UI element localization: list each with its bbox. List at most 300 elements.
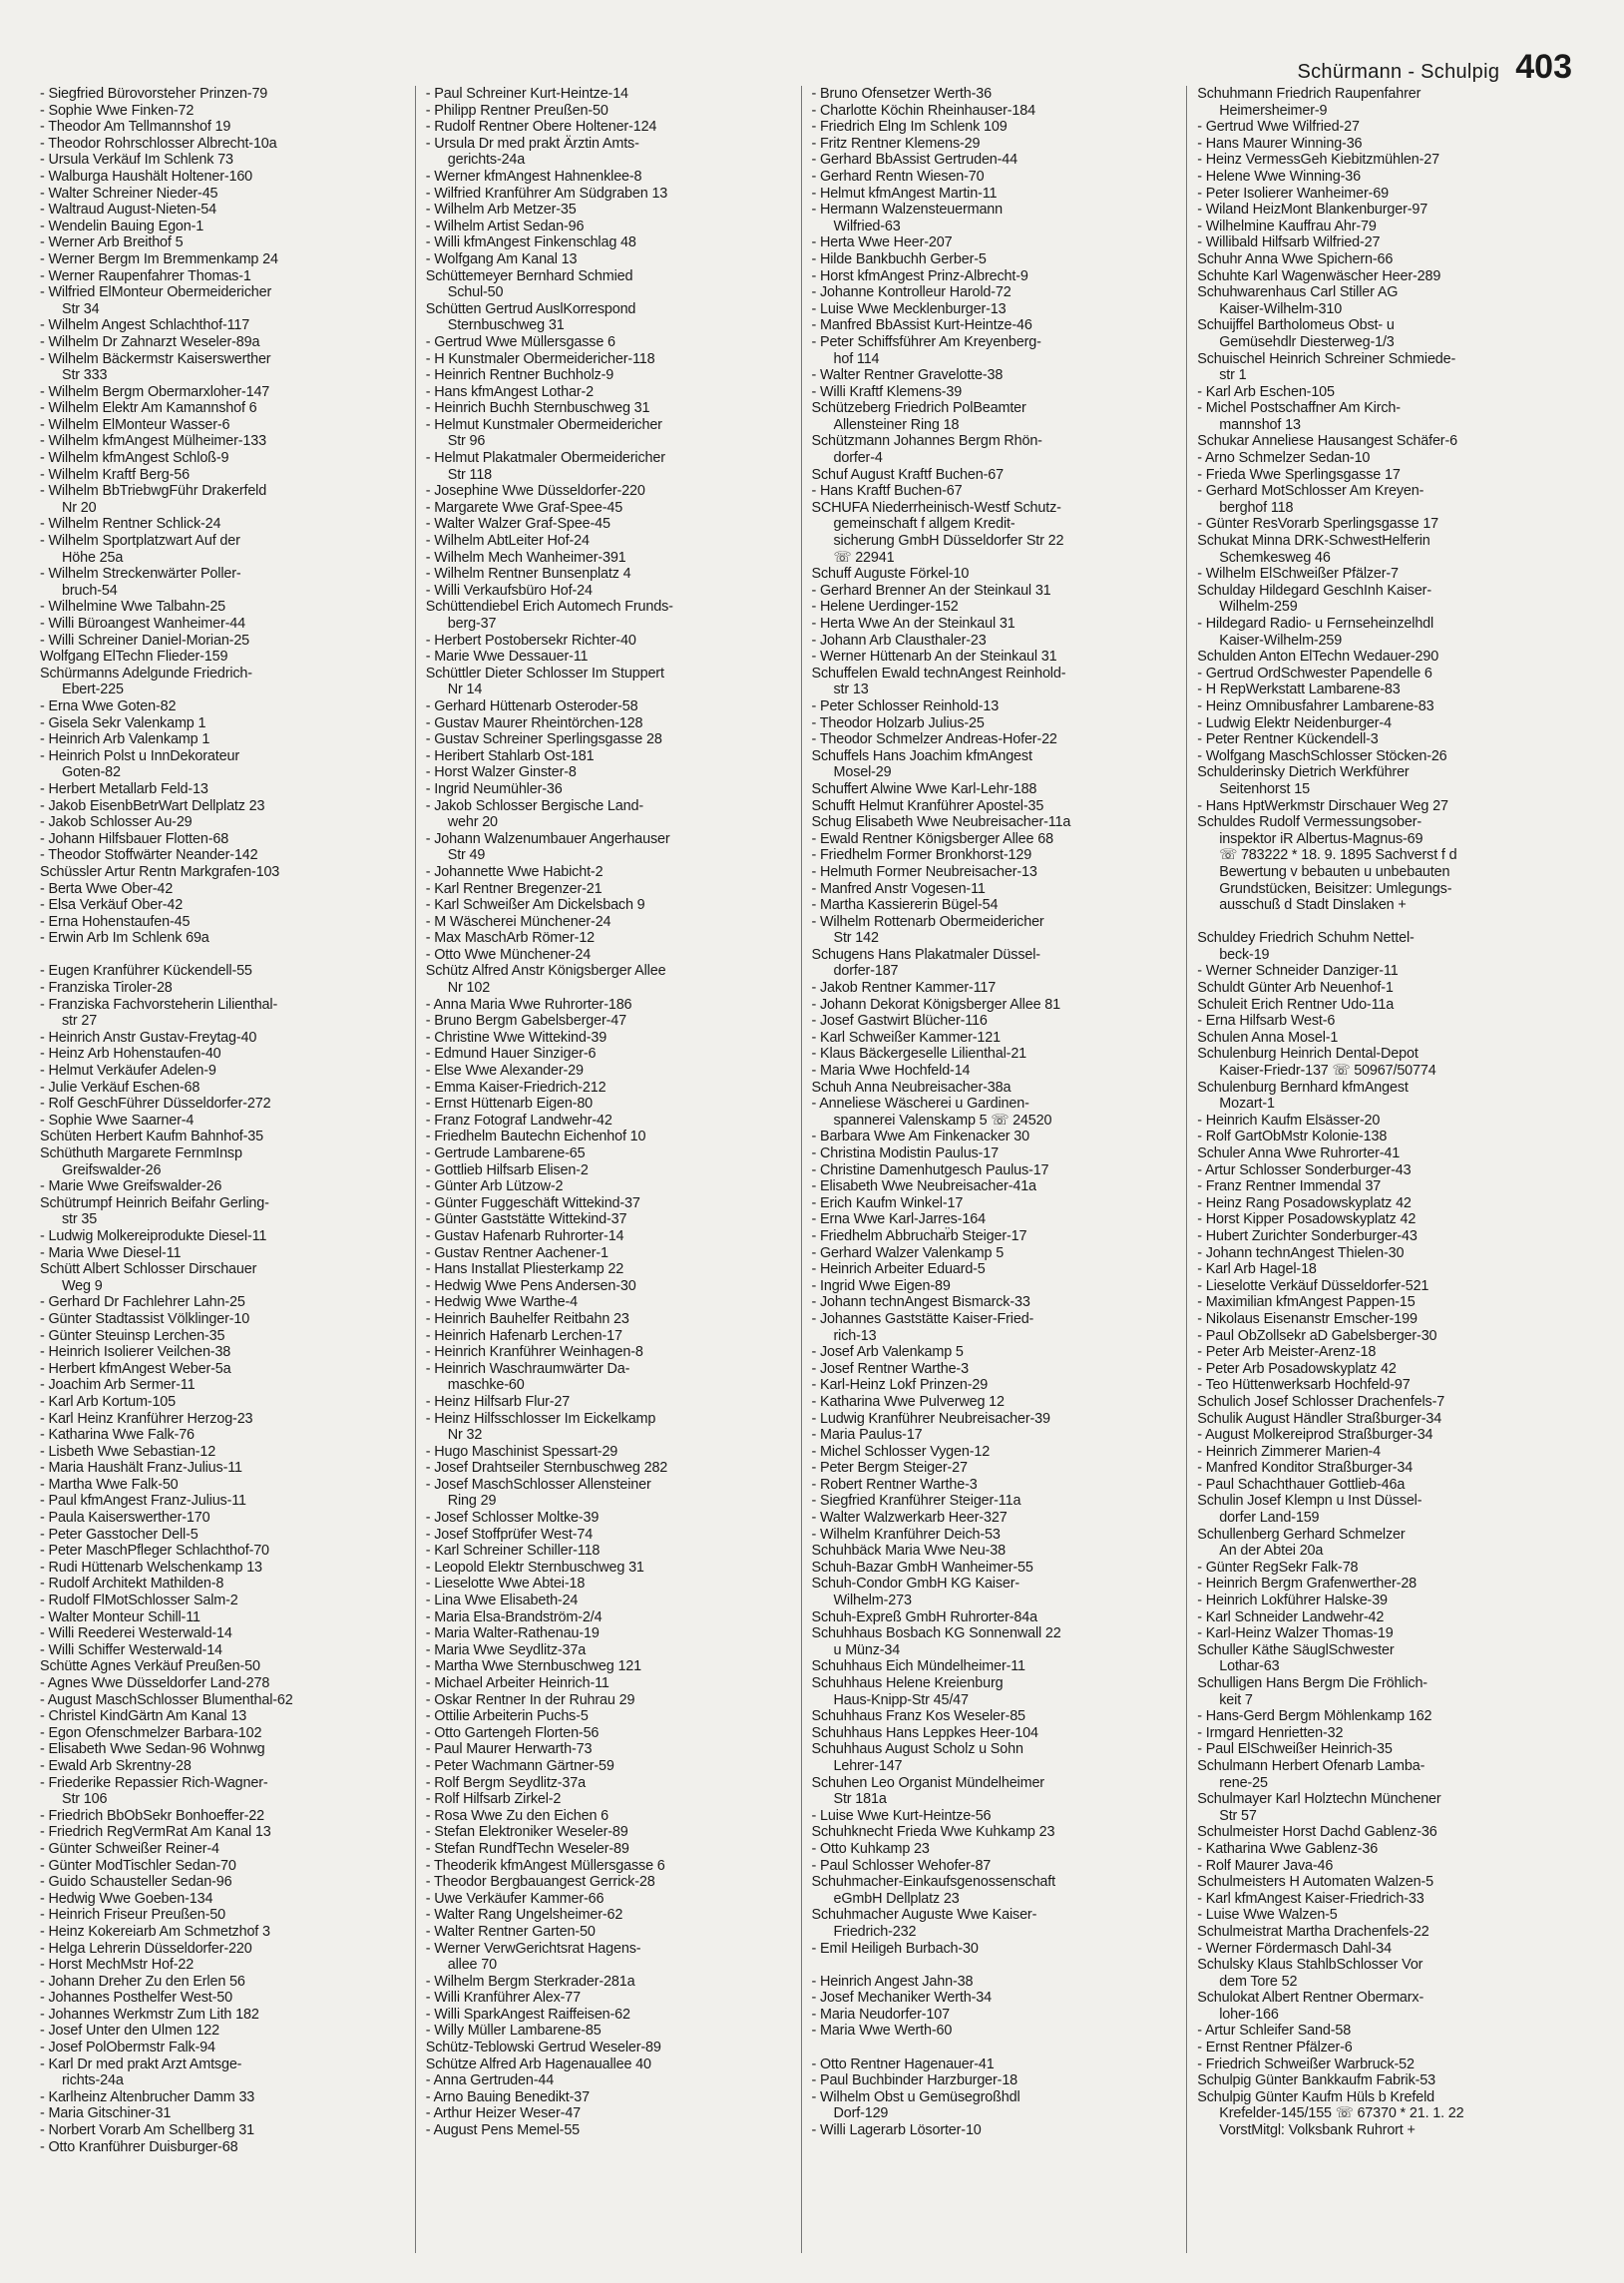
directory-entry: Schulmayer Karl Holztechn Münchener: [1197, 1791, 1441, 1808]
directory-entry: mannshof 13: [1219, 416, 1301, 433]
directory-entry: Schuhen Leo Organist Mündelheimer: [811, 1774, 1044, 1791]
directory-entry: - Rudolf Architekt Mathilden-8: [40, 1576, 224, 1593]
directory-entry: - Jakob Rentner Kammer-117: [811, 980, 997, 997]
directory-entry: - Karl Rentner Bregenzer-21: [425, 880, 603, 897]
directory-entry: maschke-60: [447, 1377, 525, 1394]
directory-entry: - Heinrich Rentner Buchholz-9: [425, 367, 614, 384]
directory-entry: - Peter Arb Posadowskyplatz 42: [1197, 1360, 1397, 1377]
directory-entry: - Peter Gasstocher Dell-5: [40, 1526, 199, 1543]
directory-entry: bruch-54: [62, 582, 118, 599]
directory-entry: - Walter Rentner Garten-50: [425, 1923, 596, 1940]
directory-entry: str 27: [62, 1013, 98, 1030]
directory-entry: - Wilhelm kfmAngest Mülheimer-133: [40, 433, 266, 450]
directory-entry: - Heinz Arb Hohenstaufen-40: [40, 1046, 221, 1063]
directory-entry: - Josef Drahtseiler Sternbuschweg 282: [425, 1460, 668, 1477]
directory-entry: - Rolf GartObMstr Kolonie-138: [1197, 1129, 1388, 1145]
page-number: 403: [1515, 48, 1572, 86]
directory-entry: Schuhwarenhaus Carl Stiller AG: [1197, 284, 1399, 301]
directory-entry: - Franz Rentner Immendal 37: [1197, 1178, 1382, 1195]
directory-entry: - Elisabeth Wwe Sedan-96 Wohnwg: [40, 1741, 265, 1758]
directory-entry: Str 34: [62, 300, 100, 317]
directory-entry: Kaiser-Wilhelm-310: [1219, 300, 1343, 317]
directory-entry: Weg 9: [62, 1277, 103, 1294]
directory-entry: Schuhmacher-Einkaufsgenossenschaft: [811, 1874, 1055, 1891]
directory-entry: - Maria Wwe Diesel-11: [40, 1244, 182, 1261]
directory-entry: - Peter MaschPfleger Schlachthof-70: [40, 1543, 269, 1560]
directory-entry: - Johann Arb Clausthaler-23: [811, 632, 987, 649]
directory-entry: - Gustav Schreiner Sperlingsgasse 28: [425, 731, 662, 748]
directory-entry: - Wilhelm Bergm Sterkrader-281a: [425, 1973, 635, 1990]
directory-entry: Goten-82: [62, 764, 121, 781]
directory-entry: - Katharina Wwe Falk-76: [40, 1427, 195, 1444]
directory-entry: - Heinrich Buchh Sternbuschweg 31: [425, 400, 650, 417]
directory-entry: - Werner kfmAngest Hahnenklee-8: [425, 168, 642, 185]
directory-entry: - Hubert Zurichter Sonderburger-43: [1197, 1227, 1418, 1244]
directory-entry: gerichts-24a: [447, 152, 526, 169]
directory-entry: - Karl Schweißer Kammer-121: [811, 1029, 1001, 1046]
directory-entry: - Frieda Wwe Sperlingsgasse 17: [1197, 466, 1401, 483]
directory-entry: - Werner Raupenfahrer Thomas-1: [40, 267, 251, 284]
directory-entry: - Ludwig Elektr Neidenburger-4: [1197, 714, 1392, 731]
directory-entry: - Elisabeth Wwe Neubreisacher-41a: [811, 1178, 1036, 1195]
directory-entry: - Stefan RundfTechn Weseler-89: [425, 1840, 629, 1857]
directory-entry: - Peter Wachmann Gärtner-59: [425, 1757, 614, 1774]
directory-entry: Schulpig Günter Kaufm Hüls b Krefeld: [1197, 2088, 1435, 2105]
directory-entry: Nr 14: [447, 682, 483, 698]
directory-entry: - Günter Arb Lützow-2: [425, 1178, 564, 1195]
directory-entry: - Erna Hohenstaufen-45: [40, 913, 191, 930]
directory-entry: - Heribert Stahlarb Ost-181: [425, 747, 595, 764]
directory-entry: Schulsky Klaus StahlbSchlosser Vor: [1197, 1957, 1423, 1974]
directory-entry: - Otto Gartengeh Florten-56: [425, 1724, 600, 1741]
directory-entry: - August MaschSchlosser Blumenthal-62: [40, 1691, 293, 1708]
directory-entry: - Wilhelm ElMonteur Wasser-6: [40, 416, 230, 433]
directory-entry: - Siegfried Kranführer Steiger-11a: [811, 1493, 1021, 1510]
directory-entry: - Bruno Bergm Gabelsberger-47: [425, 1013, 626, 1030]
directory-entry: - Otto Wwe Münchener-24: [425, 946, 592, 963]
directory-entry: - H Kunstmaler Obermeidericher-118: [425, 350, 655, 367]
directory-entry: - Klaus Bäckergeselle Lilienthal-21: [811, 1046, 1027, 1063]
directory-entry: Schulderinsky Dietrich Werkführer: [1197, 764, 1410, 781]
directory-entry: - Horst kfmAngest Prinz-Albrecht-9: [811, 267, 1028, 284]
directory-entry: - Walter Schreiner Nieder-45: [40, 185, 218, 202]
directory-entry: - Friedrich BbObSekr Bonhoeffer-22: [40, 1807, 264, 1824]
directory-entry: - Wilhelmine Kauffrau Ahr-79: [1197, 218, 1377, 234]
directory-entry: - Elsa Verkäuf Ober-42: [40, 897, 184, 914]
directory-entry: - Wilhelm Streckenwärter Poller-: [40, 566, 241, 583]
directory-entry: - Gerhard Walzer Valenkamp 5: [811, 1244, 1005, 1261]
directory-entry: Schuffelen Ewald technAngest Reinhold-: [811, 665, 1066, 682]
directory-entry: Schufft Helmut Kranführer Apostel-35: [811, 797, 1044, 814]
directory-entry: Höhe 25a: [62, 549, 124, 566]
directory-entry: [1197, 914, 1562, 931]
directory-entry: - Rosa Wwe Zu den Eichen 6: [425, 1807, 609, 1824]
directory-entry: - Gertrud OrdSchwester Papendelle 6: [1197, 665, 1432, 682]
directory-entry: - Artur Schleifer Sand-58: [1197, 2023, 1352, 2040]
directory-entry: allee 70: [447, 1957, 497, 1974]
directory-entry: Nr 102: [447, 980, 491, 997]
directory-entry: - Maria Haushält Franz-Julius-11: [40, 1460, 242, 1477]
directory-entry: - Wilhelm Angest Schlachthof-117: [40, 317, 250, 334]
directory-entry: - Karl kfmAngest Kaiser-Friedrich-33: [1197, 1890, 1424, 1907]
directory-entry: beck-19: [1219, 946, 1270, 963]
directory-entry: - Wilfried Kranführer Am Südgraben 13: [425, 185, 668, 202]
directory-entry: An der Abtei 20a: [1219, 1543, 1324, 1560]
directory-entry: gemeinschaft f allgem Kredit-: [833, 516, 1015, 533]
directory-entry: - Friedhelm Bautechn Eichenhof 10: [425, 1129, 646, 1145]
directory-entry: - Johanne Kontrolleur Harold-72: [811, 284, 1012, 301]
directory-entry: - Luise Wwe Kurt-Heintze-56: [811, 1807, 992, 1824]
directory-entry: - Irmgard Henrietten-32: [1197, 1724, 1344, 1741]
directory-entry: Schuller Käthe SäuglSchwester: [1197, 1641, 1395, 1658]
directory-entry: - Jakob EisenbBetrWart Dellplatz 23: [40, 797, 265, 814]
directory-entry: Schüttemeyer Bernhard Schmied: [425, 267, 633, 284]
directory-entry: - Werner VerwGerichtsrat Hagens-: [425, 1940, 641, 1957]
directory-entry: Friedrich-232: [833, 1923, 917, 1940]
directory-entry: - Maria Wwe Seydlitz-37a: [425, 1641, 587, 1658]
directory-entry: - Siegfried Bürovorsteher Prinzen-79: [40, 86, 268, 102]
directory-entry: Str 49: [447, 847, 486, 864]
directory-entry: - Erna Wwe Karl-Jarres-164: [811, 1211, 986, 1228]
directory-entry: - Paula Kaiserswerther-170: [40, 1510, 210, 1527]
directory-entry: - Willi SparkAngest Raiffeisen-62: [425, 2006, 630, 2023]
directory-entry: - Heinz Rang Posadowskyplatz 42: [1197, 1194, 1412, 1211]
directory-entry: - Heinrich Angest Jahn-38: [811, 1973, 974, 1990]
directory-entry: - Joachim Arb Sermer-11: [40, 1377, 196, 1394]
directory-entry: - Manfred BbAssist Kurt-Heintze-46: [811, 317, 1032, 334]
directory-entry: Mozart-1: [1219, 1096, 1275, 1113]
directory-entry: - Maria Gitschiner-31: [40, 2105, 172, 2122]
directory-entry: - Friedrich RegVermRat Am Kanal 13: [40, 1824, 271, 1841]
directory-entry: - Hildegard Radio- u Fernseheinzelhdl: [1197, 616, 1434, 632]
directory-entry: - Werner Arb Breithof 5: [40, 234, 184, 251]
directory-entry: - Karl Arb Hagel-18: [1197, 1261, 1317, 1278]
directory-entry: - Wendelin Bauing Egon-1: [40, 218, 204, 234]
directory-entry: - Walter Rentner Gravelotte-38: [811, 367, 1004, 384]
directory-entry: - Edmund Hauer Sinziger-6: [425, 1046, 597, 1063]
directory-entry: dorfer-4: [833, 450, 883, 467]
directory-entry: - Peter Bergm Steiger-27: [811, 1460, 968, 1477]
directory-entry: Schuijffel Bartholomeus Obst- u: [1197, 317, 1395, 334]
directory-entry: SCHUFA Niederrheinisch-Westf Schutz-: [811, 499, 1061, 516]
directory-entry: - Rudolf FlMotSchlosser Salm-2: [40, 1593, 238, 1609]
directory-entry: - Gerhard BbAssist Gertruden-44: [811, 152, 1018, 169]
directory-entry: - Ewald Rentner Königsberger Allee 68: [811, 830, 1053, 847]
directory-entry: Schuh-Expreß GmbH Ruhrorter-84a: [811, 1608, 1037, 1625]
directory-entry: - Heinrich Lokführer Halske-39: [1197, 1593, 1388, 1609]
directory-entry: - Gertrude Lambarene-65: [425, 1145, 586, 1161]
directory-entry: Schüthuth Margarete FernmInsp: [40, 1145, 242, 1161]
directory-entry: - Lisbeth Wwe Sebastian-12: [40, 1443, 216, 1460]
directory-entry: Schuhmacher Auguste Wwe Kaiser-: [811, 1907, 1037, 1924]
directory-entry: - Katharina Wwe Pulverweg 12: [811, 1393, 1005, 1410]
directory-entry: - Anneliese Wäscherei u Gardinen-: [811, 1096, 1029, 1113]
directory-entry: Schuf August Kraftf Buchen-67: [811, 466, 1004, 483]
directory-entry: - Wilhelm BbTriebwgFühr Drakerfeld: [40, 483, 267, 500]
directory-entry: - Friedhelm Former Bronkhorst-129: [811, 847, 1032, 864]
directory-entry: Schuhhaus Eich Mündelheimer-11: [811, 1658, 1025, 1675]
directory-entry: - Emma Kaiser-Friedrich-212: [425, 1079, 607, 1096]
directory-entry: Schulmeisters H Automaten Walzen-5: [1197, 1874, 1433, 1891]
directory-entry: - Hans-Gerd Bergm Möhlenkamp 162: [1197, 1708, 1432, 1725]
directory-entry: Schulmann Herbert Ofenarb Lamba-: [1197, 1757, 1425, 1774]
directory-entry: - Martha Wwe Falk-50: [40, 1476, 179, 1493]
column-1: [30, 86, 415, 2253]
directory-entry: Str 118: [447, 466, 493, 483]
directory-entry: - Hans Kraftf Buchen-67: [811, 483, 963, 500]
directory-entry: - Werner Hüttenarb An der Steinkaul 31: [811, 649, 1057, 666]
directory-entry: - Maria Wwe Hochfeld-14: [811, 1063, 971, 1080]
directory-entry: - Walter Walzer Graf-Spee-45: [425, 516, 610, 533]
directory-entry: - Hilde Bankbuchh Gerber-5: [811, 250, 987, 267]
directory-entry: - Wilhelm Elektr Am Kamannshof 6: [40, 400, 257, 417]
directory-entry: - Wolfgang MaschSchlosser Stöcken-26: [1197, 747, 1447, 764]
directory-entry: - Ernst Hüttenarb Eigen-80: [425, 1096, 594, 1113]
directory-entry: Schul-50: [447, 284, 504, 301]
directory-entry: - Werner Schneider Danziger-11: [1197, 963, 1399, 980]
directory-entry: - Heinrich Anstr Gustav-Freytag-40: [40, 1029, 257, 1046]
directory-entry: Nr 32: [447, 1427, 483, 1444]
directory-entry: - Horst MechMstr Hof-22: [40, 1957, 195, 1974]
directory-entry: - Gustav Hafenarb Ruhrorter-14: [425, 1227, 624, 1244]
directory-entry: - Franz Fotograf Landwehr-42: [425, 1112, 612, 1129]
directory-entry: - Lina Wwe Elisabeth-24: [425, 1593, 579, 1609]
directory-entry: dem Tore 52: [1219, 1973, 1298, 1990]
directory-entry: - Theoderik kfmAngest Müllersgasse 6: [425, 1857, 665, 1874]
directory-entry: - Christina Modistin Paulus-17: [811, 1145, 999, 1161]
directory-entry: - Franziska Fachvorsteherin Lilienthal-: [40, 996, 278, 1013]
directory-entry: - Hedwig Wwe Warthe-4: [425, 1294, 579, 1311]
directory-entry: - Oskar Rentner In der Ruhrau 29: [425, 1691, 635, 1708]
directory-entry: - Otto Kuhkamp 23: [811, 1840, 930, 1857]
directory-entry: Schütze Alfred Arb Hagenauallee 40: [425, 2055, 651, 2072]
directory-entry: - Johann Dreher Zu den Erlen 56: [40, 1973, 245, 1990]
directory-entry: - Gisela Sekr Valenkamp 1: [40, 714, 206, 731]
directory-entry: Wilhelm-273: [833, 1593, 912, 1609]
directory-entry: Bewertung v bebauten u unbebauten: [1219, 863, 1450, 880]
directory-entry: - Heinrich Friseur Preußen-50: [40, 1907, 225, 1924]
directory-entry: - Margarete Wwe Graf-Spee-45: [425, 499, 623, 516]
directory-entry: - Wilhelm Artist Sedan-96: [425, 218, 585, 234]
directory-entry: - Johannes Posthelfer West-50: [40, 1990, 232, 2007]
column-4: [1186, 86, 1572, 2253]
directory-entry: - Horst Kipper Posadowskyplatz 42: [1197, 1211, 1417, 1228]
directory-entry: - Rolf Hilfsarb Zirkel-2: [425, 1791, 562, 1808]
directory-entry: - Marie Wwe Dessauer-11: [425, 649, 589, 666]
directory-entry: - Willi Lagerarb Lösorter-10: [811, 2122, 982, 2139]
directory-entry: Str 96: [447, 433, 486, 450]
directory-entry: - Willi Schreiner Daniel-Morian-25: [40, 632, 250, 649]
directory-entry: - Bruno Ofensetzer Werth-36: [811, 86, 992, 102]
directory-entry: - Fritz Rentner Klemens-29: [811, 135, 981, 152]
directory-entry: Schukat Minna DRK-SchwestHelferin: [1197, 533, 1430, 550]
directory-entry: - Lieselotte Wwe Abtei-18: [425, 1576, 586, 1593]
directory-entry: - Willy Müller Lambarene-85: [425, 2023, 602, 2040]
directory-entry: - Karl Heinz Kranführer Herzog-23: [40, 1410, 253, 1427]
directory-entry: - Heinz Hilfsschlosser Im Eickelkamp: [425, 1410, 656, 1427]
directory-entry: - Peter Schiffsführer Am Kreyenberg-: [811, 333, 1041, 350]
directory-entry: Sternbuschweg 31: [447, 317, 565, 334]
directory-entry: - Helga Lehrerin Düsseldorfer-220: [40, 1940, 252, 1957]
directory-entry: - Maria Paulus-17: [811, 1427, 923, 1444]
directory-entry: - Helmut kfmAngest Martin-11: [811, 185, 998, 202]
directory-entry: - Ursula Verkäuf Im Schlenk 73: [40, 152, 233, 169]
directory-entry: Schütz Alfred Anstr Königsberger Allee: [425, 963, 666, 980]
directory-entry: - Rudolf Rentner Obere Holtener-124: [425, 119, 657, 136]
directory-entry: Schütz-Teblowski Gertrud Weseler-89: [425, 2040, 661, 2056]
directory-entry: - Lieselotte Verkäuf Düsseldorfer-521: [1197, 1277, 1429, 1294]
directory-entry: - Herbert Metallarb Feld-13: [40, 780, 208, 797]
directory-entry: - Rolf Bergm Seydlitz-37a: [425, 1774, 586, 1791]
directory-entry: Greifswalder-26: [62, 1161, 162, 1178]
directory-entry: Schullenberg Gerhard Schmelzer: [1197, 1526, 1406, 1543]
directory-entry: Schemkesweg 46: [1219, 549, 1331, 566]
directory-entry: - Walter Monteur Schill-11: [40, 1608, 201, 1625]
directory-entry: Schuhhaus Bosbach KG Sonnenwall 22: [811, 1625, 1061, 1642]
directory-entry: - H RepWerkstatt Lambarene-83: [1197, 682, 1401, 698]
directory-entry: eGmbH Dellplatz 23: [833, 1890, 960, 1907]
directory-entry: - Wilhelm Kranführer Deich-53: [811, 1526, 1001, 1543]
directory-entry: - Eugen Kranführer Kückendell-55: [40, 963, 252, 980]
directory-entry: berghof 118: [1219, 499, 1294, 516]
directory-entry: loher-166: [1219, 2006, 1279, 2023]
directory-entry: Schuhhaus Helene Kreienburg: [811, 1675, 1004, 1691]
directory-entry: - Rolf Maurer Java-46: [1197, 1857, 1334, 1874]
directory-entry: - Arno Schmelzer Sedan-10: [1197, 450, 1371, 467]
directory-entry: - Wilhelm AbtLeiter Hof-24: [425, 533, 590, 550]
directory-entry: - Josef Rentner Warthe-3: [811, 1360, 969, 1377]
directory-entry: - Uwe Verkäufer Kammer-66: [425, 1890, 605, 1907]
directory-entry: - Wilhelmine Wwe Talbahn-25: [40, 599, 226, 616]
directory-entry: - Heinrich Zimmerer Marien-4: [1197, 1443, 1381, 1460]
directory-entry: - Luise Wwe Mecklenburger-13: [811, 300, 1007, 317]
directory-entry: - Ingrid Wwe Eigen-89: [811, 1277, 951, 1294]
directory-entry: - Wolfgang Am Kanal 13: [425, 250, 578, 267]
directory-entry: Schuhte Karl Wagenwäscher Heer-289: [1197, 267, 1441, 284]
directory-entry: - Gerhard Hüttenarb Osteroder-58: [425, 697, 638, 714]
directory-entry: - Maria Elsa-Brandström-2/4: [425, 1608, 603, 1625]
directory-entry: Schuldes Rudolf Vermessungsober-: [1197, 814, 1422, 831]
directory-entry: - Willi Verkaufsbüro Hof-24: [425, 582, 593, 599]
directory-entry: - Werner Bergm Im Bremmenkamp 24: [40, 250, 278, 267]
directory-entry: - Christel KindGärtn Am Kanal 13: [40, 1708, 247, 1725]
directory-entry: - Gertrud Wwe Wilfried-27: [1197, 119, 1360, 136]
directory-entry: - Arno Bauing Benedikt-37: [425, 2088, 591, 2105]
directory-entry: berg-37: [447, 616, 497, 632]
directory-entry: u Münz-34: [833, 1641, 901, 1658]
directory-entry: Lothar-63: [1219, 1658, 1280, 1675]
directory-entry: - Wilhelm Kraftf Berg-56: [40, 466, 190, 483]
directory-entry: - Willi Büroangest Wanheimer-44: [40, 616, 245, 632]
directory-entry: - Artur Schlosser Sonderburger-43: [1197, 1161, 1412, 1178]
page-header: [30, 38, 1572, 84]
directory-entry: Schulenburg Heinrich Dental-Depot: [1197, 1046, 1419, 1063]
directory-entry: - Heinrich Arbeiter Eduard-5: [811, 1261, 986, 1278]
directory-entry: - Wilhelm Sportplatzwart Auf der: [40, 533, 240, 550]
directory-entry: Lehrer-147: [833, 1757, 903, 1774]
directory-entry: - Heinrich Kaufm Elsässer-20: [1197, 1112, 1381, 1129]
directory-entry: - Heinrich Hafenarb Lerchen-17: [425, 1327, 622, 1344]
directory-entry: Gemüsehdlr Diesterweg-1/3: [1219, 333, 1395, 350]
directory-entry: str 1: [1219, 367, 1247, 384]
directory-entry: Dorf-129: [833, 2105, 889, 2122]
directory-entry: Schuischel Heinrich Schreiner Schmiede-: [1197, 350, 1456, 367]
directory-entry: Schulmeistrat Martha Drachenfels-22: [1197, 1923, 1429, 1940]
directory-entry: - Josef Schlosser Moltke-39: [425, 1510, 600, 1527]
directory-entry: - Michael Arbeiter Heinrich-11: [425, 1675, 609, 1691]
directory-columns: [30, 86, 1572, 2253]
directory-entry: - Luise Wwe Walzen-5: [1197, 1907, 1338, 1924]
directory-entry: - Hans kfmAngest Lothar-2: [425, 383, 594, 400]
directory-entry: - Anna Gertruden-44: [425, 2072, 555, 2089]
directory-entry: Schulmeister Horst Dachd Gablenz-36: [1197, 1824, 1437, 1841]
directory-entry: - Gerhard MotSchlosser Am Kreyen-: [1197, 483, 1424, 500]
directory-entry: - Agnes Wwe Düsseldorfer Land-278: [40, 1675, 270, 1691]
directory-entry: - Paul ElSchweißer Heinrich-35: [1197, 1741, 1393, 1758]
directory-entry: - Friedhelm Abbruchar̈b Steiger-17: [811, 1227, 1027, 1244]
directory-entry: - Hedwig Wwe Pens Andersen-30: [425, 1277, 636, 1294]
directory-entry: - Willibald Hilfsarb Wilfried-27: [1197, 234, 1381, 251]
directory-entry: - Nikolaus Eisenanstr Emscher-199: [1197, 1310, 1418, 1327]
directory-entry: - Theodor Stoffwärter Neander-142: [40, 847, 258, 864]
directory-entry: - Wilhelm Arb Metzer-35: [425, 202, 577, 219]
directory-entry: - Wilfried ElMonteur Obermeidericher: [40, 284, 272, 301]
directory-entry: - Helmut Plakatmaler Obermeidericher: [425, 450, 665, 467]
directory-entry: - Barbara Wwe Am Finkenacker 30: [811, 1129, 1029, 1145]
directory-entry: Seitenhorst 15: [1219, 780, 1310, 797]
directory-entry: - Friedrich Elng Im Schlenk 109: [811, 119, 1008, 136]
directory-entry: Wilhelm-259: [1219, 599, 1298, 616]
directory-entry: - Emil Heiligeh Burbach-30: [811, 1940, 979, 1957]
directory-entry: - Theodor Holzarb Julius-25: [811, 714, 985, 731]
directory-entry: - Norbert Vorarb Am Schellberg 31: [40, 2122, 255, 2139]
directory-entry: Schütten Gertrud AuslKorrespond: [425, 300, 636, 317]
directory-entry: - Heinrich Bauhelfer Reitbahn 23: [425, 1310, 629, 1327]
directory-entry: - Maria Neudorfer-107: [811, 2006, 950, 2023]
directory-entry: - Julie Verkäuf Eschen-68: [40, 1079, 201, 1096]
directory-entry: - Johann technAngest Thielen-30: [1197, 1244, 1405, 1261]
directory-entry: - Wilhelm Rentner Schlick-24: [40, 516, 221, 533]
directory-entry: - Johann technAngest Bismarck-33: [811, 1294, 1030, 1311]
directory-entry: - Paul kfmAngest Franz-Julius-11: [40, 1493, 246, 1510]
directory-entry: - Karl Schweißer Am Dickelsbach 9: [425, 897, 645, 914]
directory-entry: rich-13: [833, 1327, 877, 1344]
directory-entry: - Waltraud August-Nieten-54: [40, 202, 216, 219]
directory-entry: Schulligen Hans Bergm Die Fröhlich-: [1197, 1675, 1427, 1691]
directory-entry: Krefelder-145/155 ☏ 67370 * 21. 1. 22: [1219, 2105, 1464, 2122]
directory-entry: Schütte Agnes Verkäuf Preußen-50: [40, 1658, 260, 1675]
directory-entry: ☏ 22941: [833, 549, 895, 566]
directory-entry: Schuldt Günter Arb Neuenhof-1: [1197, 980, 1394, 997]
directory-entry: Allensteiner Ring 18: [833, 416, 960, 433]
directory-entry: str 13: [833, 682, 869, 698]
directory-entry: - Walter Rang Ungelsheimer-62: [425, 1907, 623, 1924]
directory-entry: keit 7: [1219, 1691, 1253, 1708]
directory-entry: Schüttendiebel Erich Automech Frunds-: [425, 599, 673, 616]
directory-entry: - Günter Schweißer Reiner-4: [40, 1840, 219, 1857]
directory-entry: ausschuß d Stadt Dinslaken +: [1219, 897, 1407, 914]
directory-entry: - Johannes Werkmstr Zum Lith 182: [40, 2006, 259, 2023]
directory-entry: dorfer Land-159: [1219, 1510, 1320, 1527]
directory-entry: - Rolf GeschFührer Düsseldorfer-272: [40, 1096, 271, 1113]
directory-entry: - Otto Rentner Hagenauer-41: [811, 2055, 995, 2072]
directory-entry: richts-24a: [62, 2072, 124, 2089]
directory-entry: - Hans HptWerkmstr Dirschauer Weg 27: [1197, 797, 1448, 814]
directory-entry: - Günter Stadtassist Völklinger-10: [40, 1310, 250, 1327]
directory-entry: - Egon Ofenschmelzer Barbara-102: [40, 1724, 262, 1741]
directory-entry: - Paul Buchbinder Harzburger-18: [811, 2072, 1018, 2089]
directory-entry: - Josef MaschSchlosser Allensteiner: [425, 1476, 651, 1493]
